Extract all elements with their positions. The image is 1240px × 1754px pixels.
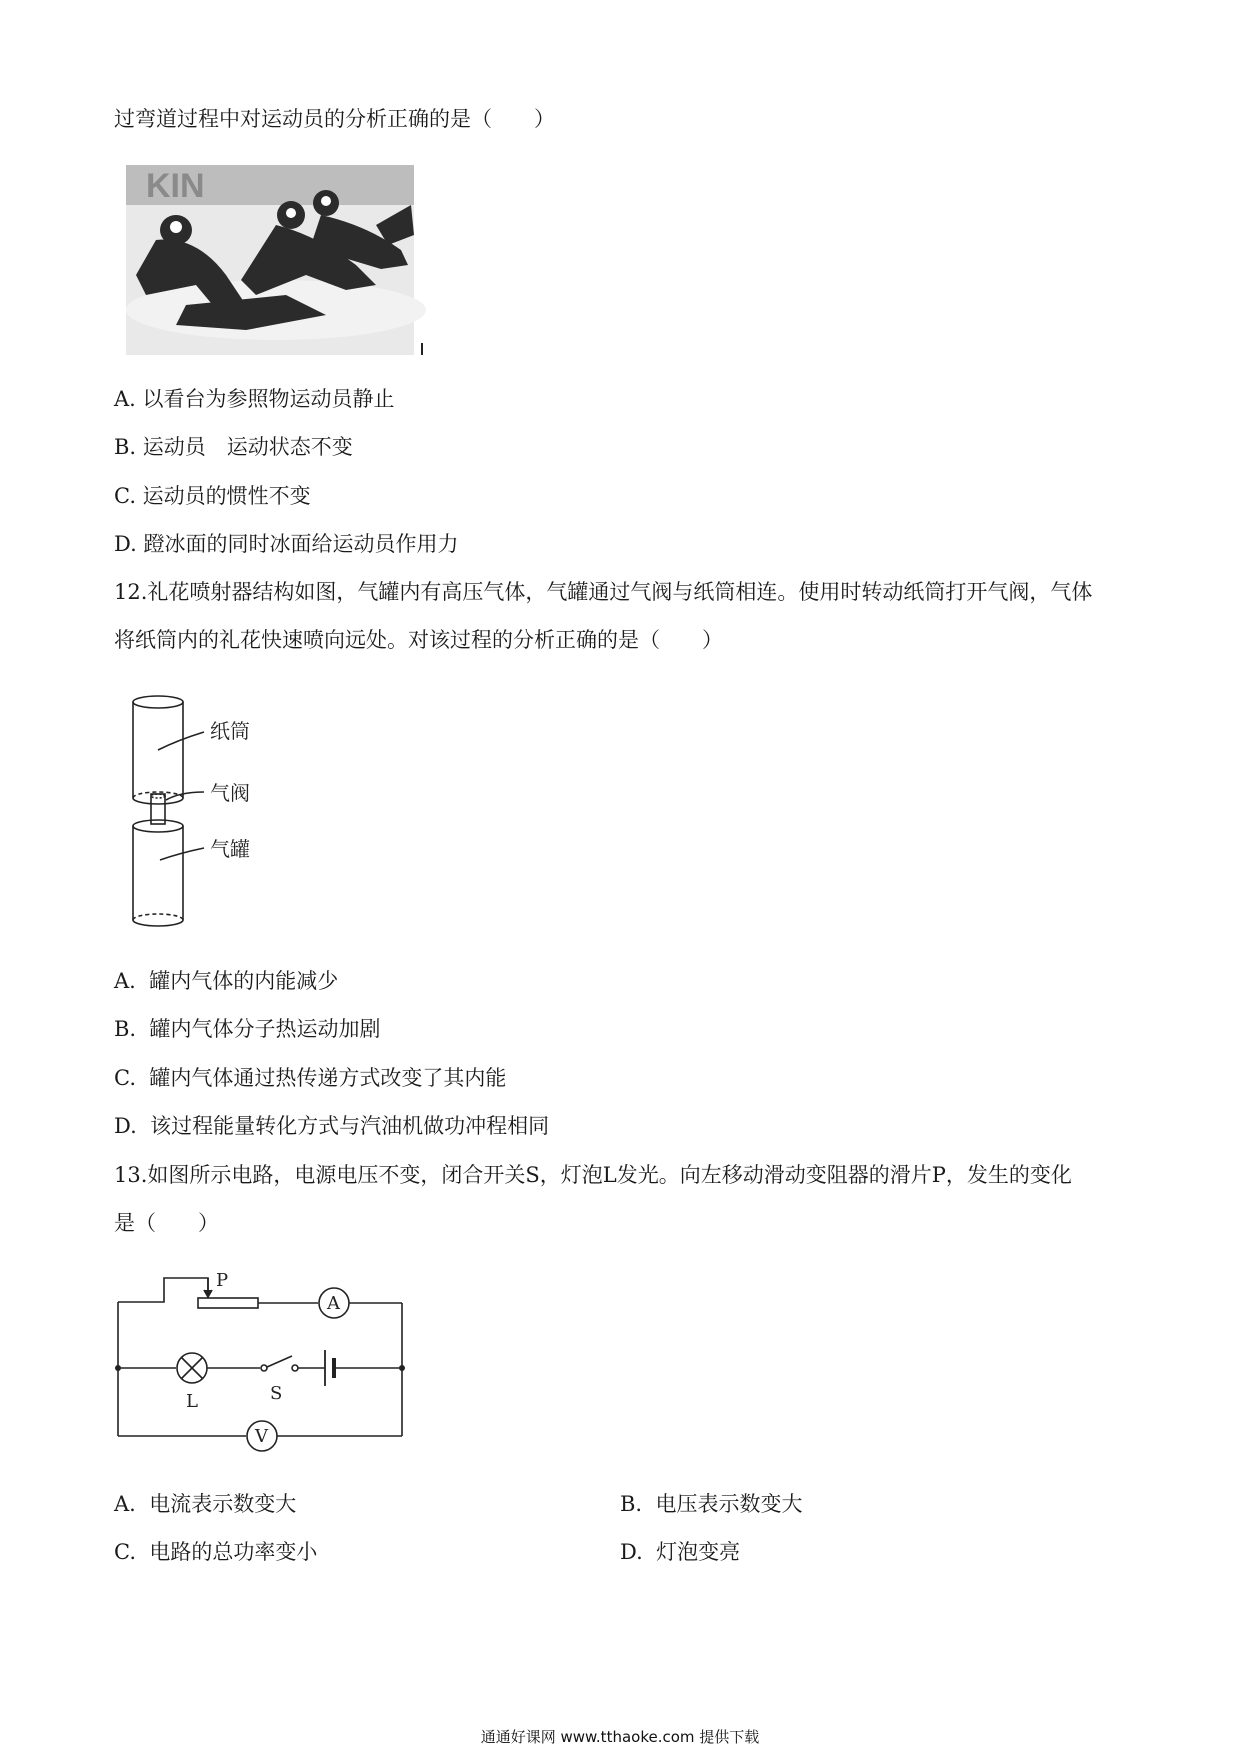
paper-tube-label: 纸筒 xyxy=(210,719,250,743)
q13-option-d: D. 灯泡变亮 xyxy=(620,1540,741,1564)
q11-option-c: C. 运动员的惯性不变 xyxy=(114,484,311,508)
slider-p-label: P xyxy=(216,1270,229,1291)
ammeter-label: A xyxy=(327,1293,340,1314)
photo-banner-text: KIN xyxy=(146,167,205,205)
q11-option-b: B. 运动员 运动状态不变 xyxy=(114,435,353,459)
q12-stem-line1: 12.礼花喷射器结构如图，气罐内有高压气体，气罐通过气阀与纸筒相连。使用时转动纸筒打开气阀，气体 xyxy=(114,580,1093,604)
q13-option-c: C. 电路的总功率变小 xyxy=(114,1540,318,1564)
q12-option-c: C. 罐内气体通过热传递方式改变了其内能 xyxy=(114,1066,507,1090)
gas-tank-label: 气罐 xyxy=(210,837,250,861)
page-footer: 通通好课网 www.tthaoke.com 提供下载 xyxy=(480,1728,760,1746)
q12-option-b: B. 罐内气体分子热运动加剧 xyxy=(114,1017,381,1041)
circuit-diagram xyxy=(112,1268,412,1468)
q13-option-b: B. 电压表示数变大 xyxy=(620,1492,803,1516)
voltmeter-label: V xyxy=(255,1426,268,1447)
lamp-l-label: L xyxy=(186,1391,198,1412)
q12-option-a: A. 罐内气体的内能减少 xyxy=(114,969,339,993)
confetti-launcher-diagram xyxy=(118,688,298,938)
q13-stem-line1: 13.如图所示电路，电源电压不变，闭合开关S，灯泡L发光。向左移动滑动变阻器的滑片P，发生的变化 xyxy=(114,1163,1072,1187)
q12-stem-line2: 将纸筒内的礼花快速喷向远处。对该过程的分析正确的是（ ） xyxy=(114,628,723,652)
q11-option-a: A. 以看台为参照物运动员静止 xyxy=(114,387,395,411)
q11-stem: 过弯道过程中对运动员的分析正确的是（ ） xyxy=(114,107,555,131)
q13-option-a: A. 电流表示数变大 xyxy=(114,1492,297,1516)
switch-s-label: S xyxy=(270,1383,283,1404)
speed-skating-photo xyxy=(126,165,426,365)
q11-option-d: D. 蹬冰面的同时冰面给运动员作用力 xyxy=(114,532,459,556)
q13-stem-line2: 是（ ） xyxy=(114,1211,219,1235)
q12-option-d: D. 该过程能量转化方式与汽油机做功冲程相同 xyxy=(114,1114,550,1138)
valve-label: 气阀 xyxy=(210,781,250,805)
